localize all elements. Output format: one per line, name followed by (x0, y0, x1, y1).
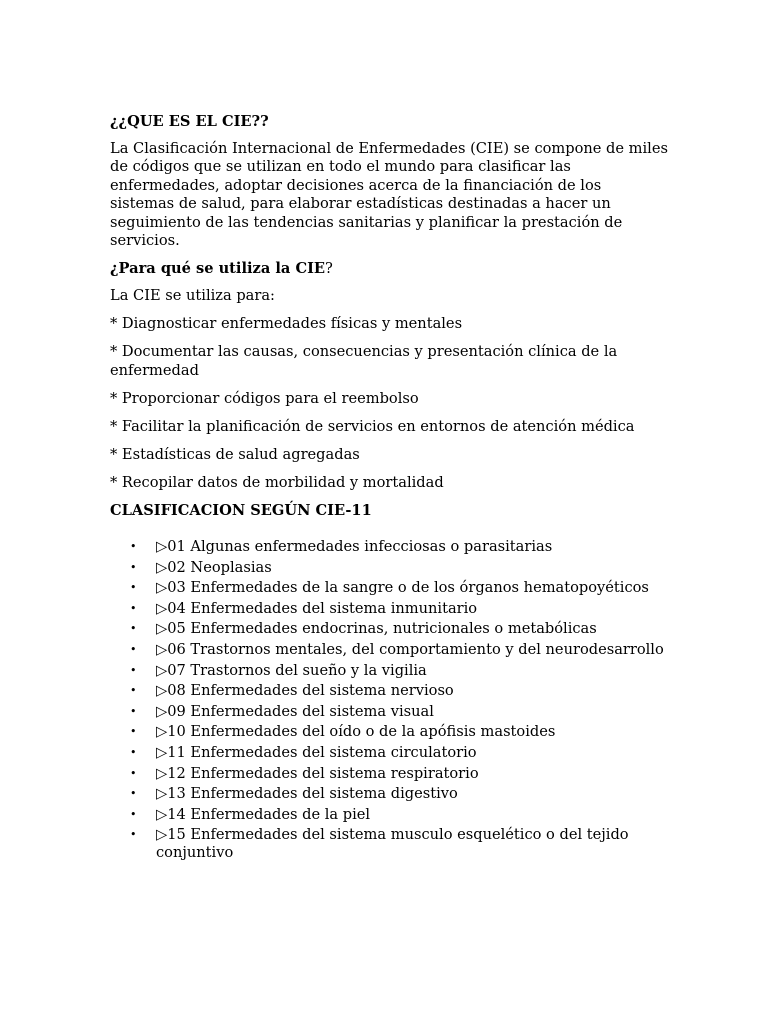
use-item: * Facilitar la planificación de servicios en entornos de atención médica (110, 417, 635, 435)
list-item-text: ▷09 Enfermedades del sistema visual (156, 702, 434, 720)
list-item-text: ▷06 Trastornos mentales, del comportamiento y del neurodesarrollo (156, 640, 664, 658)
list-item-text: ▷12 Enfermedades del sistema respiratorio (156, 764, 479, 782)
list-item-text: ▷07 Trastornos del sueño y la vigilia (156, 661, 427, 679)
heading-use-bold: ¿Para qué se utiliza la CIE (110, 259, 326, 277)
bullet-icon: • (130, 581, 137, 595)
list-item (110, 765, 670, 782)
list-item (110, 826, 670, 861)
bullet-icon: • (130, 725, 137, 739)
use-item: * Estadísticas de salud agregadas (110, 445, 360, 463)
bullet-icon: • (130, 601, 137, 615)
bullet-icon: • (130, 704, 137, 718)
list-item-text: ▷05 Enfermedades endocrinas, nutricionales o metabólicas (156, 620, 597, 638)
document-page (110, 113, 670, 864)
list-item (110, 785, 670, 802)
heading-classification: CLASIFICACION SEGÚN CIE-11 (110, 501, 372, 519)
bullet-icon: • (130, 828, 137, 842)
list-item (110, 620, 670, 637)
bullet-icon: • (130, 807, 137, 821)
list-item-text: ▷02 Neoplasias (156, 558, 272, 576)
use-item: * Documentar las causas, consecuencias y presentación clínica de la enfermedad (110, 343, 618, 379)
use-item: * Diagnosticar enfermedades físicas y mentales (110, 315, 463, 332)
bullet-icon: • (130, 745, 137, 759)
list-item-text: ▷15 Enfermedades del sistema musculo esquelético o del tejido conjuntivo (156, 826, 629, 861)
use-item: * Proporcionar códigos para el reembolso (110, 389, 419, 407)
use-item: * Recopilar datos de morbilidad y mortalidad (110, 473, 444, 491)
list-item (110, 641, 670, 658)
list-item-text: ▷04 Enfermedades del sistema inmunitario (156, 599, 478, 617)
list-item (110, 744, 670, 761)
heading-use-tail: ? (325, 259, 333, 277)
list-item (110, 703, 670, 720)
bullet-icon: • (130, 622, 137, 636)
list-item (110, 723, 670, 740)
list-item-text: ▷11 Enfermedades del sistema circulatorio (156, 743, 477, 761)
list-item (110, 600, 670, 617)
bullet-icon: • (130, 663, 137, 677)
bullet-icon: • (130, 766, 137, 780)
list-item (110, 682, 670, 699)
list-item (110, 579, 670, 596)
classification-list (110, 538, 670, 861)
bullet-icon: • (130, 642, 137, 656)
list-item (110, 806, 670, 823)
list-item (110, 559, 670, 576)
list-item-text: ▷03 Enfermedades de la sangre o de los órganos hematopoyéticos (156, 579, 649, 597)
list-item-text: ▷14 Enfermedades de la piel (156, 805, 371, 823)
bullet-icon: • (130, 540, 137, 553)
list-item-text: ▷13 Enfermedades del sistema digestivo (156, 785, 458, 803)
list-item (110, 662, 670, 679)
intro-paragraph: La Clasificación Internacional de Enfermedades (CIE) se compone de miles de códigos que se utilizan en todo el mundo para clasificar las enfermedades, adoptar decisiones acerca de la financiación de los sistemas de salud, para elaborar estadísticas destinadas a hacer un seguimiento de las tendencias sanitarias y planificar la prestación de servicios. (110, 139, 668, 249)
list-item-text: ▷10 Enfermedades del oído o de la apófisis mastoides (156, 723, 556, 741)
list-item-text: ▷01 Algunas enfermedades infecciosas o parasitarias (156, 538, 553, 555)
list-item (110, 538, 670, 555)
list-item-text: ▷08 Enfermedades del sistema nervioso (156, 682, 454, 700)
heading-what-is-it-used-for (110, 260, 670, 279)
bullet-icon: • (130, 787, 137, 801)
heading-what-is-cie: ¿¿QUE ES EL CIE?? (110, 113, 269, 130)
bullet-icon: • (130, 684, 137, 698)
bullet-icon: • (130, 560, 137, 574)
uses-intro: La CIE se utiliza para: (110, 287, 275, 304)
